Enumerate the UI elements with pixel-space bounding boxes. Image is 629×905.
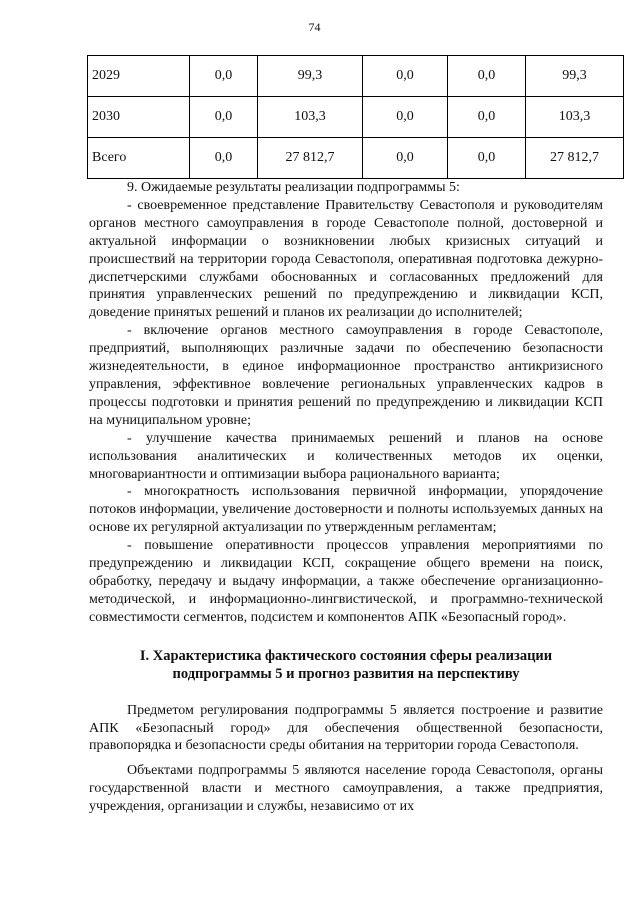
results-item: - повышение оперативности процессов управления мероприятиями по предупреждению и ликвидации КСП, сокращение общего времени на поиск, обработку, передачу и выдачу информации, а также обеспечение организационно-методической, и информационно-лингвистической, и программно-технической совместимости сегментов, подсистем и компонентов АПК «Безопасный город». [89,538,603,625]
table-cell: 0,0 [190,97,258,138]
table-row [88,97,624,138]
results-item: - своевременное представление Правительству Севастополя и руководителям органов местного самоуправления в городе Севастополе полной, достоверной и актуальной информации о возникновении любых кризисных ситуаций и происшествий на территории города Севастополя, оперативная подготовка дежурно-диспетчерскими службами обоснованных и согласованных предложений для принятия управленческих решений по предупреждению и ликвидации КСП, доведение принятых решений и планов их реализации до исполнителей; [89,197,603,321]
table-cell: 0,0 [190,56,258,97]
table-cell-total-label: Всего [88,138,190,179]
section-paragraph: Объектами подпрограммы 5 являются население города Севастополя, органы государственной власти и местного самоуправления, а также предприятия, учреждения, организации и службы, независимо от их [89,763,603,815]
results-item: - включение органов местного самоуправления в городе Севастополе, предприятий, выполняющих различные задачи по обеспечению безопасности жизнедеятельности, в единое информационное пространство антикризисного управления, эффективное вовлечение региональных управленческих кадров в процессы подготовки и принятия решений по предупреждению и ликвидации КСП на муниципальном уровне; [89,323,603,428]
table-cell: 99,3 [526,56,624,97]
table-cell-year: 2029 [88,56,190,97]
table-cell: 27 812,7 [258,138,363,179]
table-cell: 103,3 [258,97,363,138]
results-item: - многократность использования первичной информации, упорядочение потоков информации, увеличение достоверности и полноты используемых данных на основе их регулярной актуализации по утвержденным регламентам; [89,484,603,536]
table-row-total [88,138,624,179]
section-heading-line: подпрограммы 5 и прогноз развития на перспективу [172,665,520,682]
document-body [89,179,603,823]
table-cell: 0,0 [448,56,526,97]
table-cell: 103,3 [526,97,624,138]
table-cell: 0,0 [448,138,526,179]
section-heading [89,647,603,683]
table-cell: 0,0 [448,97,526,138]
table-cell-year: 2030 [88,97,190,138]
section-paragraph: Предметом регулирования подпрограммы 5 является построение и развитие АПК «Безопасный город» для обеспечения общественной безопасности, правопорядка и безопасности среды обитания на территории города Севастополя. [89,702,603,754]
results-intro: 9. Ожидаемые результаты реализации подпрограммы 5: [127,180,460,195]
table-row [88,56,624,97]
table-cell: 27 812,7 [526,138,624,179]
table-cell: 99,3 [258,56,363,97]
budget-table [87,55,624,179]
table-cell: 0,0 [190,138,258,179]
section-heading-line: I. Характеристика фактического состояния сферы реализации [139,647,553,664]
table-cell: 0,0 [363,56,448,97]
table-cell: 0,0 [363,138,448,179]
table-cell: 0,0 [363,97,448,138]
results-item: - улучшение качества принимаемых решений и планов на основе использования аналитических и количественных методов их оценки, многовариантности и оптимизации выбора рационального варианта; [89,430,603,482]
page-number: 74 [308,20,321,34]
